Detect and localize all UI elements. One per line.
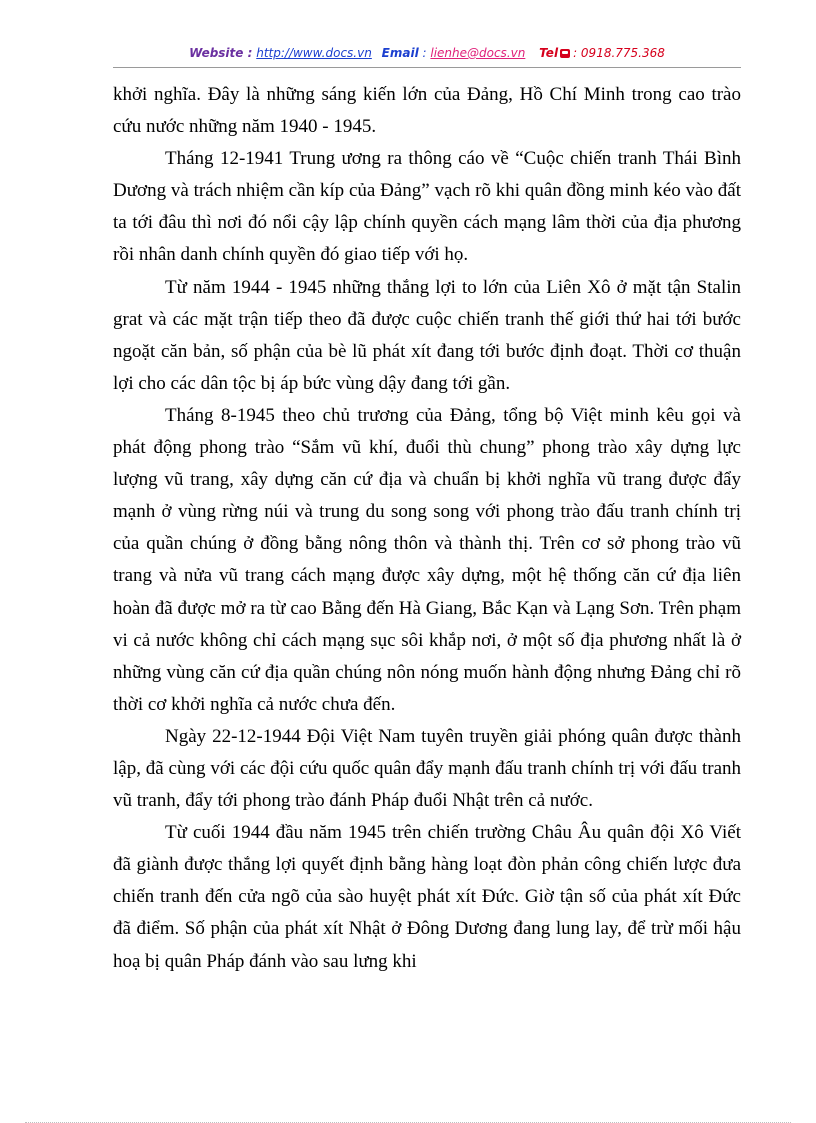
tel-label: Tel xyxy=(539,46,559,60)
paragraph: Từ năm 1944 - 1945 những thắng lợi to lớn của Liên Xô ở mặt tận Stalin grat và các mặt trận tiếp theo đã được cuộc chiến tranh thế giới thứ hai tới bước ngoặt căn bản, số phận của bè lũ phát xít đang tới bước định đoạt. Thời cơ thuận lợi cho các dân tộc bị áp bức vùng dậy đang tới gần. xyxy=(113,276,741,394)
header-divider xyxy=(113,67,741,68)
paragraph: Ngày 22-12-1944 Đội Việt Nam tuyên truyền giải phóng quân được thành lập, đã cùng với các đội cứu quốc quân đẩy mạnh đấu tranh chính trị với đấu tranh vũ tranh, đẩy tới phong trào đánh Pháp đuổi Nhật trên cả nước. xyxy=(113,725,741,812)
phone-icon xyxy=(560,49,570,58)
email-label: Email xyxy=(381,46,419,60)
paragraph: Từ cuối 1944 đầu năm 1945 trên chiến trường Châu Âu quân đội Xô Viết đã giành được thắng lợi quyết định bằng hàng loạt đòn phản công chiến lược đưa chiến tranh đến cửa ngõ của sào huyệt phát xít Đức. Giờ tận số của phát xít Đức đã điểm. Số phận của phát xít Nhật ở Đông Dương đang lung lay, để trừ mối hậu hoạ bị quân Pháp đánh vào sau lưng khi xyxy=(113,822,741,972)
email-link[interactable]: lienhe@docs.vn xyxy=(430,46,526,60)
paragraph: Tháng 8-1945 theo chủ trương của Đảng, tổng bộ Việt minh kêu gọi và phát động phong trào “Sắm vũ khí, đuổi thù chung” phong trào xây dựng lực lượng vũ trang, xây dựng căn cứ địa và chuẩn bị khởi nghĩa vũ trang được đẩy mạnh ở vùng rừng núi và trung du song song với phong trào đấu tranh chính trị của quần chúng ở đồng bằng nông thôn và thành thị. Trên cơ sở phong trào vũ trang và nửa vũ trang cách mạng được xây dựng, một hệ thống căn cứ địa liên hoàn đã được mở ra từ cao Bằng đến Hà Giang, Bắc Kạn và Lạng Sơn. Trên phạm vi cả nước không chỉ cách mạng sục sôi khắp nơi, ở một số địa phương nhất là ở những vùng căn cứ địa quần chúng nôn nóng muốn hành động nhưng Đảng chỉ rõ thời cơ khởi nghĩa cả nước chưa đến. xyxy=(113,404,741,715)
paragraph: Tháng 12-1941 Trung ương ra thông cáo về “Cuộc chiến tranh Thái Bình Dương và trách nhiệm cần kíp của Đảng” vạch rõ khi quân đồng minh kéo vào đất ta tới đâu thì nơi đó nổi cậy lập chính quyền cách mạng lâm thời của địa phương rồi nhân danh chính quyền đó giao tiếp với họ. xyxy=(113,148,741,266)
paragraph: khởi nghĩa. Đây là những sáng kiến lớn của Đảng, Hồ Chí Minh trong cao trào cứu nước những năm 1940 - 1945. xyxy=(113,84,741,138)
document-body xyxy=(113,79,741,978)
website-label: Website : xyxy=(189,46,253,60)
email-separator: : xyxy=(418,46,431,60)
website-link[interactable]: http://www.docs.vn xyxy=(256,46,372,60)
page-header xyxy=(113,46,741,66)
tel-number: : 0918.775.368 xyxy=(573,46,665,60)
